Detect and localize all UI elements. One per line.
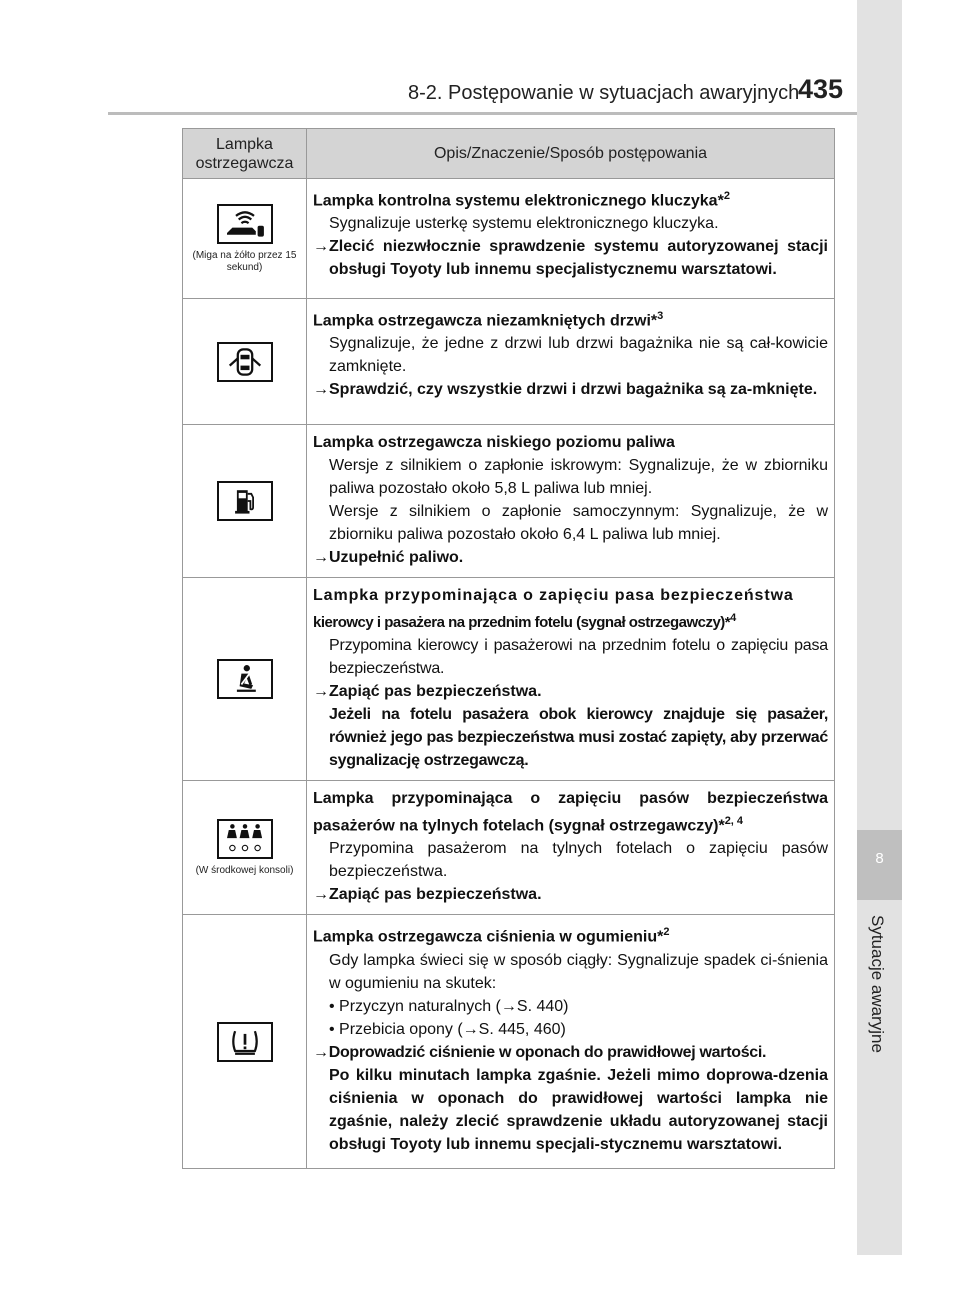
row-description: Przypomina kierowcy i pasażerowi na przednim fotelu o zapięciu pasa bezpieczeństwa. — [329, 637, 828, 677]
icon-cell — [183, 578, 307, 781]
footnote-ref: 4 — [730, 612, 736, 624]
bullet-item: • Przyczyn naturalnych ( — [329, 997, 501, 1015]
tire-pressure-icon — [217, 1022, 273, 1062]
row-description: Sygnalizuje usterkę systemu elektronicznego kluczyka. — [329, 215, 719, 233]
page-reference: S. 440) — [516, 997, 569, 1015]
row-title: Lampka kontrolna systemu elektronicznego kluczyka* — [313, 192, 724, 210]
row-description: Wersje z silnikiem o zapłonie iskrowym: Sygnalizuje, że w zbiorniku paliwa pozostało około 5,8 L paliwa lub mniej. — [329, 457, 828, 497]
header-rule — [108, 112, 857, 115]
row-title: Lampka przypominająca o zapięciu pasów bezpieczeństwa pasażerów na tylnych fotelach (sygnał ostrzegawczy)* — [313, 790, 828, 835]
row-action: Zapiąć pas bezpieczeństwa. — [329, 683, 542, 700]
page-number: 435 — [798, 74, 844, 104]
seatbelt-reminder-icon — [217, 659, 273, 699]
description-cell: Lampka przypominająca o zapięciu pasów bezpieczeństwa pasażerów na tylnych fotelach (sygnał ostrzegawczy)*$^{2, 4}$ Przypomina pasażerom na tylnych fotelach o zapięciu pasów bezpieczeństwa. →Zapiąć pas bezpieczeństwa. — [307, 781, 835, 915]
row-title: Lampka przypominająca o zapięciu pasa bezpieczeństwa — [313, 587, 794, 604]
row-action: Uzupełnić paliwo. — [329, 549, 464, 566]
table-header-row — [183, 129, 835, 179]
row-title: Lampka ostrzegawcza ciśnienia w ogumieniu* — [313, 928, 664, 946]
row-title: Lampka ostrzegawcza niskiego poziomu paliwa — [313, 434, 675, 451]
icon-cell — [183, 425, 307, 578]
page-reference: S. 445, 460) — [478, 1020, 566, 1038]
row-action-continued: Po kilku minutach lampka zgaśnie. Jeżeli mimo doprowa-dzenia ciśnienia w oponach do prawidłowej wartości lampka nie zgaśnie, należy zlecić sprawdzenie układu autoryzowanej stacji obsługi Toyoty lub innemu specjali-stycznemu warsztatowi. — [329, 1066, 828, 1153]
column-header-lamp: Lampka ostrzegawcza — [183, 129, 307, 179]
row-title: Lampka ostrzegawcza niezamkniętych drzwi* — [313, 312, 658, 330]
footnote-ref: 3 — [657, 310, 664, 322]
icon-caption: (W środkowej konsoli) — [195, 864, 294, 876]
open-door-icon — [217, 342, 273, 382]
description-cell: Lampka ostrzegawcza niezamkniętych drzwi*$^3$ Sygnalizuje, że jedne z drzwi lub drzwi bagażnika nie są cał-kowicie zamknięte. →Sprawdzić, czy wszystkie drzwi i drzwi bagażnika są za-mknięte. — [307, 299, 835, 425]
section-title: 8-2. Postępowanie w sytuacjach awaryjnych — [408, 82, 800, 104]
icon-cell — [183, 915, 307, 1169]
table-row — [183, 425, 835, 578]
icon-cell — [183, 179, 307, 299]
table-row — [183, 781, 835, 915]
row-action: Sprawdzić, czy wszystkie drzwi i drzwi bagażnika są za-mknięte. — [329, 381, 818, 399]
footnote-ref: 2 — [723, 190, 730, 202]
table-row — [183, 299, 835, 425]
icon-cell — [183, 299, 307, 425]
arrow-icon: → — [500, 997, 517, 1015]
row-title-continued: kierowcy i pasażera na przednim fotelu (sygnał ostrzegawczy)* — [313, 614, 731, 631]
fuel-pump-icon — [217, 481, 273, 521]
icon-caption: (Miga na żółto przez 15 sekund) — [192, 249, 297, 273]
description-cell: Lampka ostrzegawcza ciśnienia w ogumieniu*$^2$ Gdy lampka świeci się w sposób ciągły: Sygnalizuje spadek ci-śnienia w ogumieniu na skutek: • Przyczyn naturalnych (→S. 440) • Przebicia opony (→S. 445, 460) →Doprowadzić ciśnienie w oponach do prawidłowej wartości. Po kilku minutach lampka zgaśnie. Jeżeli mimo doprowa-dzenia ciśnienia w oponach do prawidłowej wartości lampka nie zgaśnie, należy zlecić sprawdzenie układu autoryzowanej stacji obsługi Toyoty lub innemu specjali-stycznemu warsztatowi. — [307, 915, 835, 1169]
table-row — [183, 179, 835, 299]
row-action: Zlecić niezwłocznie sprawdzenie systemu autoryzowanej stacji obsługi Toyoty lub innemu specjalistycznemu warsztatowi. — [329, 238, 828, 279]
description-cell: Lampka kontrolna systemu elektronicznego kluczyka*$^2$ Sygnalizuje usterkę systemu elektronicznego kluczyka. →Zlecić niezwłocznie sprawdzenie systemu autoryzowanej stacji obsługi Toyoty lub innemu specjalistycznemu warsztatowi. — [307, 179, 835, 299]
description-cell: Lampka ostrzegawcza niskiego poziomu paliwa Wersje z silnikiem o zapłonie iskrowym: Sygnalizuje, że w zbiorniku paliwa pozostało około 5,8 L paliwa lub mniej. Wersje z silnikiem o zapłonie samoczynnym: Sygnalizuje, że w zbiorniku paliwa pozostało około 6,4 L paliwa lub mniej. →Uzupełnić paliwo. — [307, 425, 835, 578]
footnote-ref: 2, 4 — [724, 815, 744, 827]
warning-lamp-table — [182, 128, 835, 1169]
footnote-ref: 2 — [663, 926, 670, 939]
table-row — [183, 915, 835, 1169]
chapter-number: 8 — [875, 850, 884, 867]
row-description: Wersje z silnikiem o zapłonie samoczynnym: Sygnalizuje, że w zbiorniku paliwa pozostało około 6,4 L paliwa lub mniej. — [329, 503, 828, 543]
chapter-name: Sytuacje awaryjne — [868, 915, 887, 1053]
smart-key-system-icon — [217, 204, 273, 244]
column-header-description: Opis/Znaczenie/Sposób postępowania — [307, 129, 835, 179]
arrow-icon: → — [462, 1020, 479, 1038]
row-action: Zapiąć pas bezpieczeństwa. — [329, 886, 542, 904]
row-description: Sygnalizuje, że jedne z drzwi lub drzwi bagażnika nie są cał-kowicie zamknięte. — [329, 335, 828, 376]
row-description: Gdy lampka świeci się w sposób ciągły: Sygnalizuje spadek ci-śnienia w ogumieniu na skutek: — [329, 951, 828, 992]
row-note: Jeżeli na fotelu pasażera obok kierowcy znajduje się pasażer, również jego pas bezpieczeństwa musi zostać zapięty, aby przerwać sygnalizację ostrzegawczą. — [329, 706, 828, 769]
bullet-item: • Przebicia opony ( — [329, 1020, 463, 1038]
description-cell: Lampka przypominająca o zapięciu pasa bezpieczeństwa kierowcy i pasażera na przednim fotelu (sygnał ostrzegawczy)*$^4$ Przypomina kierowcy i pasażerowi na przednim fotelu o zapięciu pasa bezpieczeństwa. →Zapiąć pas bezpieczeństwa. Jeżeli na fotelu pasażera obok kierowcy znajduje się pasażer, również jego pas bezpieczeństwa musi zostać zapięty, aby przerwać sygnalizację ostrzegawczą. — [307, 578, 835, 781]
rear-seatbelt-reminder-icon — [217, 819, 273, 859]
icon-cell — [183, 781, 307, 915]
table-row — [183, 578, 835, 781]
row-description: Przypomina pasażerom na tylnych fotelach o zapięciu pasów bezpieczeństwa. — [329, 840, 828, 881]
row-action: Doprowadzić ciśnienie w oponach do prawidłowej wartości. — [328, 1043, 767, 1061]
